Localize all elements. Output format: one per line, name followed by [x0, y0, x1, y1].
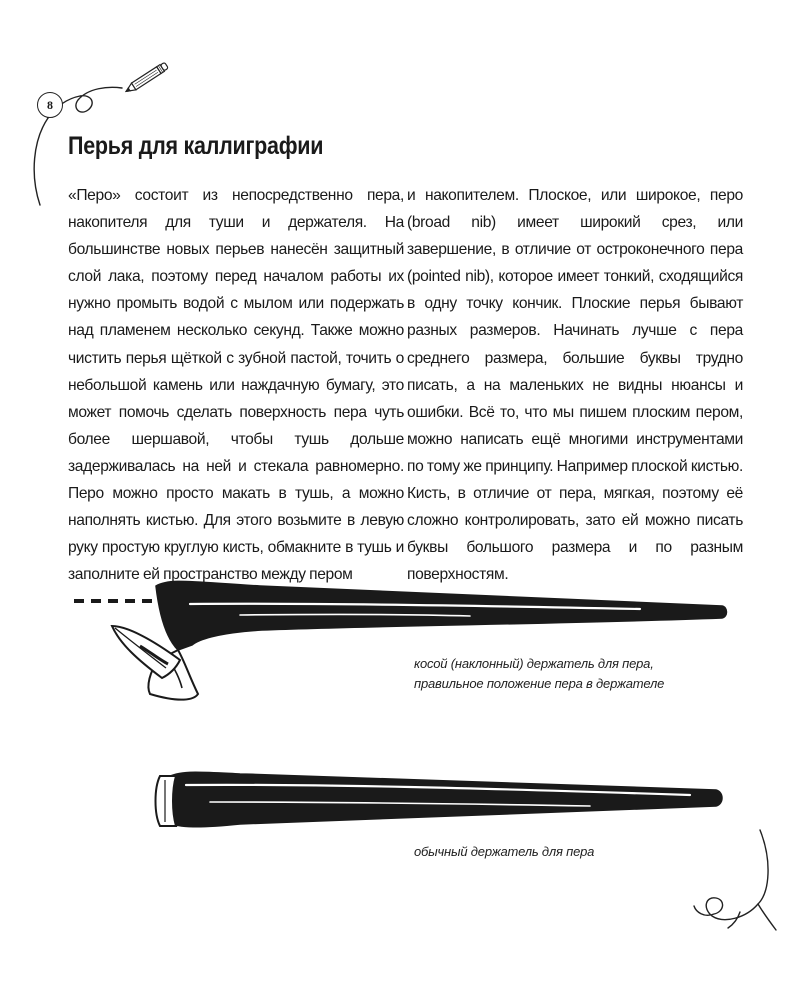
page-title: Перья для каллиграфии [68, 132, 324, 160]
straight-holder-caption: обычный держатель для пера [414, 844, 595, 859]
oblique-holder-caption-line1: косой (наклонный) держатель для пера, [414, 656, 654, 671]
text-column-right: и накопителем. Плоское, или широкое, перо (broad nib) имеет широкий срез, или завершение, в отличие от остроконечного пера (pointed nib), которое имеет тонкий, сходящийся в одну точку кончик. Плоские перья бывают разных размеров. Начинать лучше с пера среднего размера, большие буквы трудно писать, а на маленьких не видны нюансы и ошибки. Всё то, что мы пишем плоским пером, можно написать ещё многими инструментами по тому же принципу. Например плоской кистью. Кисть, в отличие от пера, мягкая, поэтому её сложно контролировать, зато ей можно писать буквы большого размера и по разным поверхностям. [407, 187, 743, 584]
page-number: 8 [37, 92, 63, 118]
straight-holder-body [166, 772, 722, 827]
text-column-left: «Перо» состоит из непосредственно пера, накопителя для туши и держателя. На большинстве новых перьев нанесён защитный слой лака, поэтому перед началом работы их нужно промыть водой с мылом или подержать над пламенем несколько секунд. Также можно чистить перья щёткой с зубной пастой, точить о небольшой камень или наждачную бумагу, это может помочь сделать поверхность пера чуть более шершавой, чтобы тушь дольше задерживалась на ней и стекала равномерно. Перо можно просто макать в тушь, а можно наполнять кистью. Для этого возьмите в левую руку простую круглую кисть, обмакните в тушь и заполните ей пространство между пером [68, 187, 404, 584]
straight-holder-ferrule [156, 776, 177, 826]
oblique-holder-caption-line2: правильное положение пера в держателе [414, 676, 665, 691]
